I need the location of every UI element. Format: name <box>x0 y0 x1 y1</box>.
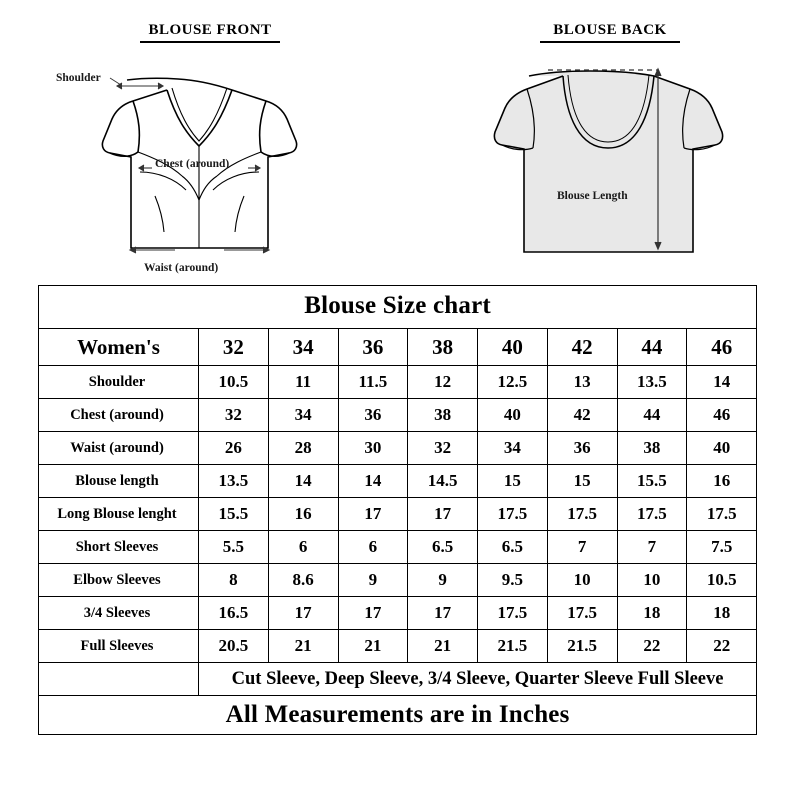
measurement-value: 13 <box>547 366 617 399</box>
measurement-value: 36 <box>547 432 617 465</box>
measurement-value: 21 <box>408 630 478 663</box>
measurement-value: 15.5 <box>199 498 269 531</box>
measurement-value: 7 <box>547 531 617 564</box>
measurement-value: 15.5 <box>617 465 687 498</box>
measurement-value: 6 <box>338 531 408 564</box>
diagram-section <box>0 0 794 285</box>
measurement-value: 16.5 <box>199 597 269 630</box>
table-row <box>39 465 757 498</box>
table-row <box>39 498 757 531</box>
measurement-name: Waist (around) <box>39 432 199 465</box>
measurement-value: 34 <box>268 399 338 432</box>
measurement-value: 20.5 <box>199 630 269 663</box>
table-row <box>39 366 757 399</box>
table-footer-row <box>39 696 757 735</box>
measurement-value: 14 <box>338 465 408 498</box>
label-chest: Chest (around) <box>155 158 230 170</box>
measurement-value: 9 <box>408 564 478 597</box>
size-column-header: 32 <box>199 329 269 366</box>
measurement-value: 17 <box>338 498 408 531</box>
measurement-value: 17.5 <box>478 498 548 531</box>
measurement-name: Blouse length <box>39 465 199 498</box>
measurement-value: 17.5 <box>547 597 617 630</box>
measurement-value: 6.5 <box>408 531 478 564</box>
measurement-value: 46 <box>687 399 757 432</box>
table-row <box>39 597 757 630</box>
measurement-name: Shoulder <box>39 366 199 399</box>
measurement-value: 21 <box>268 630 338 663</box>
measurement-value: 32 <box>408 432 478 465</box>
measurement-value: 21 <box>338 630 408 663</box>
measurement-value: 30 <box>338 432 408 465</box>
measurement-value: 21.5 <box>547 630 617 663</box>
measurement-value: 36 <box>338 399 408 432</box>
measurement-name: Chest (around) <box>39 399 199 432</box>
measurement-name: Long Blouse lenght <box>39 498 199 531</box>
measurement-name: Short Sleeves <box>39 531 199 564</box>
measurement-value: 12 <box>408 366 478 399</box>
measurement-value: 15 <box>547 465 617 498</box>
measurement-value: 44 <box>617 399 687 432</box>
measurement-value: 10.5 <box>199 366 269 399</box>
measurement-value: 6 <box>268 531 338 564</box>
measurement-value: 11.5 <box>338 366 408 399</box>
measurement-value: 10 <box>547 564 617 597</box>
measurement-value: 22 <box>687 630 757 663</box>
measurement-value: 8.6 <box>268 564 338 597</box>
measurement-value: 10.5 <box>687 564 757 597</box>
measurement-value: 40 <box>478 399 548 432</box>
measurement-value: 14.5 <box>408 465 478 498</box>
measurement-value: 13.5 <box>199 465 269 498</box>
size-chart-table <box>38 285 757 735</box>
measurement-value: 5.5 <box>199 531 269 564</box>
measurement-value: 9.5 <box>478 564 548 597</box>
blouse-back-drawing <box>494 71 722 252</box>
measurement-value: 17.5 <box>478 597 548 630</box>
size-column-header: 34 <box>268 329 338 366</box>
measurement-value: 7 <box>617 531 687 564</box>
table-title: Blouse Size chart <box>39 286 757 329</box>
measurement-value: 10 <box>617 564 687 597</box>
measurement-value: 18 <box>617 597 687 630</box>
measurement-value: 28 <box>268 432 338 465</box>
table-row <box>39 399 757 432</box>
measurement-value: 14 <box>268 465 338 498</box>
measurement-value: 34 <box>478 432 548 465</box>
note-blank-cell <box>39 663 199 696</box>
measurement-value: 21.5 <box>478 630 548 663</box>
size-column-header: 40 <box>478 329 548 366</box>
measurement-value: 38 <box>408 399 478 432</box>
blouse-illustrations <box>0 0 794 290</box>
measurement-value: 16 <box>268 498 338 531</box>
sleeve-options-note: Cut Sleeve, Deep Sleeve, 3/4 Sleeve, Quarter Sleeve Full Sleeve <box>199 663 757 696</box>
size-column-header: 42 <box>547 329 617 366</box>
measurement-value: 38 <box>617 432 687 465</box>
measurement-value: 13.5 <box>617 366 687 399</box>
table-title-row <box>39 286 757 329</box>
measurement-value: 16 <box>687 465 757 498</box>
measurement-value: 7.5 <box>687 531 757 564</box>
measurement-value: 15 <box>478 465 548 498</box>
size-column-header: 38 <box>408 329 478 366</box>
table-row <box>39 630 757 663</box>
measurement-value: 17.5 <box>687 498 757 531</box>
table-header-row <box>39 329 757 366</box>
label-waist: Waist (around) <box>144 262 219 274</box>
measurement-value: 32 <box>199 399 269 432</box>
table-row <box>39 531 757 564</box>
size-chart-table-wrap <box>38 285 756 735</box>
measurement-value: 40 <box>687 432 757 465</box>
measurement-value: 14 <box>687 366 757 399</box>
measurement-value: 22 <box>617 630 687 663</box>
label-blouse-length: Blouse Length <box>557 190 628 202</box>
label-shoulder: Shoulder <box>56 72 101 84</box>
measurement-value: 8 <box>199 564 269 597</box>
measurement-value: 17 <box>408 498 478 531</box>
measurement-value: 17 <box>268 597 338 630</box>
blouse-back-title: BLOUSE BACK <box>540 22 680 43</box>
measurement-value: 17.5 <box>617 498 687 531</box>
measurement-value: 18 <box>687 597 757 630</box>
sleeve-options-row <box>39 663 757 696</box>
measurement-value: 9 <box>338 564 408 597</box>
measurement-value: 26 <box>199 432 269 465</box>
measurement-value: 6.5 <box>478 531 548 564</box>
measurement-value: 17.5 <box>547 498 617 531</box>
measurement-value: 17 <box>408 597 478 630</box>
measurement-value: 17 <box>338 597 408 630</box>
measurement-name: Full Sleeves <box>39 630 199 663</box>
measurement-value: 42 <box>547 399 617 432</box>
blouse-front-title: BLOUSE FRONT <box>140 22 280 43</box>
units-note: All Measurements are in Inches <box>39 696 757 735</box>
size-column-header: 36 <box>338 329 408 366</box>
size-column-header: 44 <box>617 329 687 366</box>
table-row <box>39 432 757 465</box>
measurement-value: 11 <box>268 366 338 399</box>
measurement-value: 12.5 <box>478 366 548 399</box>
header-row-label: Women's <box>39 329 199 366</box>
measurement-name: 3/4 Sleeves <box>39 597 199 630</box>
size-column-header: 46 <box>687 329 757 366</box>
measurement-name: Elbow Sleeves <box>39 564 199 597</box>
table-row <box>39 564 757 597</box>
